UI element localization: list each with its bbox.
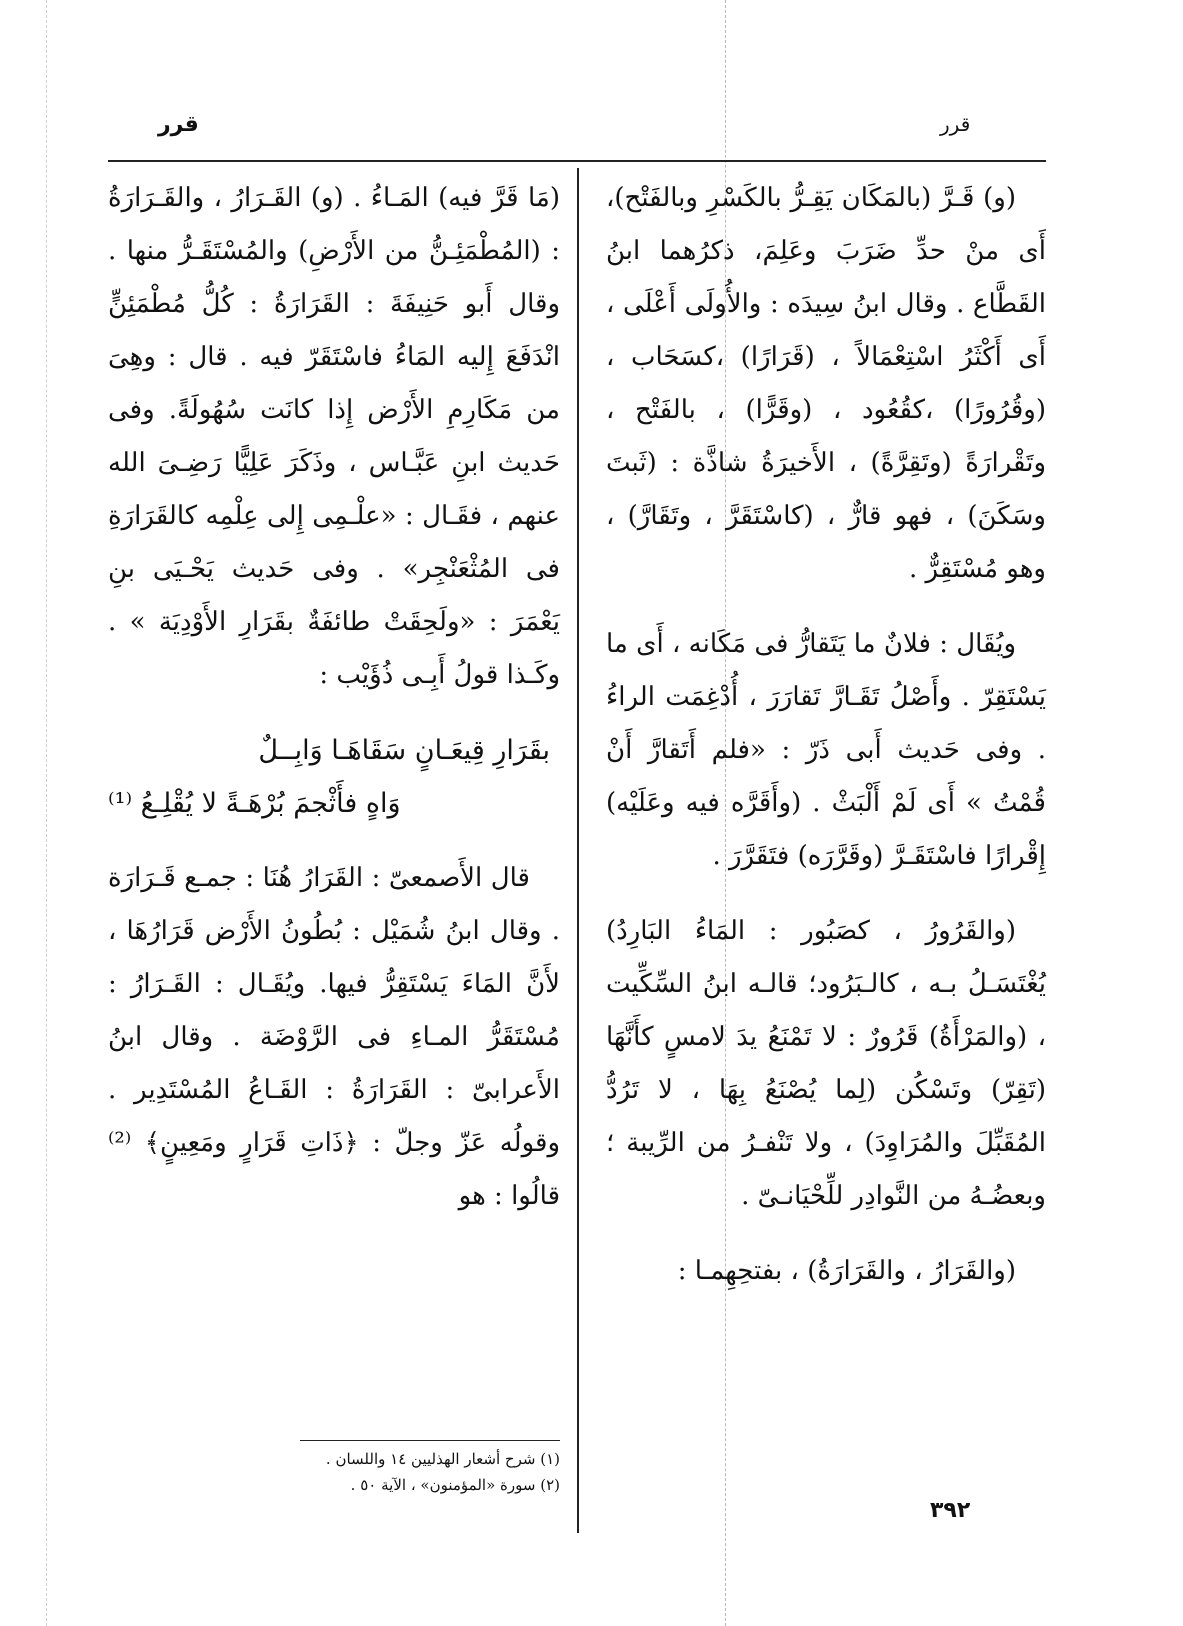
right-paragraph-2: ويُقَال : فلانٌ ما يَتَقارُّ فى مَكَانه ، أَى ما يَسْتَقِرّ . وأَصْلُ تَقَـارَّ تَقارَرَ ، أُدْغِمَت الراءُ . وفى حَديث أَبى ذَرّ : «فلم أَتَقارَّ أَنْ قُمْتُ » أَى لَمْ أَلْبَثْ . (وأَقَرَّه فيه وعَلَيْه) إِقْرارًا فاسْتَقَـرَّ (وقَرَّرَه) فتَقَرَّرَ . [606,629,1046,871]
poem-hemistich-1: بقَرَارِ قِيعَـانٍ سَقَاهَـا وَابِــلٌ [258,735,550,766]
left-paragraph-2: قال الأَصمعىّ : القَرَارُ هُنَا : جمـع قَـرَارَة . وقال ابنُ شُمَيْل : بُطُونُ الأَرْض قَرَارُهَا ، لأَنَّ المَاءَ يَسْتَقِرُّ فيها. ويُقَـال : القَـرَارُ : مُسْتَقَرُّ المـاءِ فى الرَّوْضَة . وقال ابنُ الأَعرابىّ : القَرَارَةُ : القَـاعُ المُسْتَدِير . وقولُه عَزّ وجلّ : ﴿ذَاتِ قَرَارٍ ومَعِينٍ﴾ ⁽²⁾ قالُوا : هو [108,863,560,1211]
poem-hemistich-2: وَاهٍ فأَثْجمَ بُرْهَـةً لا يُقْلِـعُ ⁽¹⁾ [108,788,401,819]
running-header-left: قرر [158,112,199,137]
footnote-2: (٢) سورة «المؤمنون» ، الآية ٥٠ . [350,1476,560,1494]
header-rule [108,160,1046,162]
footnote-rule [300,1440,560,1441]
running-header-right: قرر [940,112,971,136]
left-column [108,172,560,1245]
poem-verse [108,724,560,830]
right-paragraph-3: (والقَرُورُ ، كصَبُور : المَاءُ البَارِدُ) يُغْتَسَـلُ بـه ، كالـبَرُود؛ قالـه ابنُ السِّكِّيت ، (والمَرْأَةُ) قَرُورٌ : لا تَمْنَعُ يدَ لامسٍ كأَنَّهَا (تَقِرّ) وتَسْكُن (لِما يُصْنَعُ بِهَا ، لا تَرُدُّ المُقَبِّلَ والمُرَاوِدَ) ، ولا تَنْفـرُ من الرِّيبة ؛ وبعضُـهُ من النَّوادِر للِّحْيَانـىّ . [606,916,1046,1211]
page-number: ٣٩٢ [930,1498,971,1523]
left-paragraph-1: (مَا قَرَّ فيه) المَـاءُ . (و) القَـرَارُ ، والقَـرَارَةُ : (المُطْمَئِـنُّ من الأَرْضِ) والمُسْتَقَـرُّ منها . وقال أَبو حَنِيفَةَ : القَرَارَةُ : كُلُّ مُطْمَئِنٍّ انْدَفَعَ إِليه المَاءُ فاسْتَقَرّ فيه . قال : وهِىَ من مَكَارِمِ الأَرْض إِذا كانَت سُهُولَةً. وفى حَديث ابنِ عَبَّـاس ، وذَكَرَ عَلِيًّا رَضِـىَ الله عنهم ، فقَـال : «علْـمِى إِلى عِلْمِه كالقَرَارَةِ فى المُثْعَنْجِر» . وفى حَديث يَحْـيَى بنِ يَعْمَرَ : «ولَحِقَتْ طائفَةٌ بقَرَارِ الأَوْدِيَة » . وكَـذا قولُ أَبِـى ذُؤَيْب : [108,183,560,690]
right-column [606,172,1046,1320]
scan-edge-line [46,0,47,1626]
right-paragraph-1: (و) قَـرَّ (بالمَكَان يَقِـرُّ بالكَسْرِ وبالفَتْح)، أَى منْ حدِّ ضَرَبَ وعَلِمَ، ذكرُهما ابنُ القَطَّاع . وقال ابنُ سِيدَه : والأُولَى أَعْلَى ، أَى أَكْثَرُ اسْتِعْمَالاً ، (قَرَارًا) ،كسَحَاب ،(وقُرُورًا) ،كقُعُود ، (وقَرًّا) ، بالفَتْح ، وتَقْرارَةً (وتَقِرَّةً) ، الأَخيرَةُ شاذَّة : (ثَبتَ وسَكَنَ) ، فهو قارٌّ ، (كاسْتَقَرَّ ، وتَقَارَّ) ، وهو مُسْتَقِرٌّ . [606,183,1046,584]
footnote-1: (١) شرح أشعار الهذليين ١٤ واللسان . [325,1450,560,1468]
right-paragraph-4: (والقَرَارُ ، والقَرَارَةُ) ، بفتحِهِمـا : [677,1256,1016,1286]
footnotes [236,1446,560,1498]
column-divider [577,168,579,1533]
